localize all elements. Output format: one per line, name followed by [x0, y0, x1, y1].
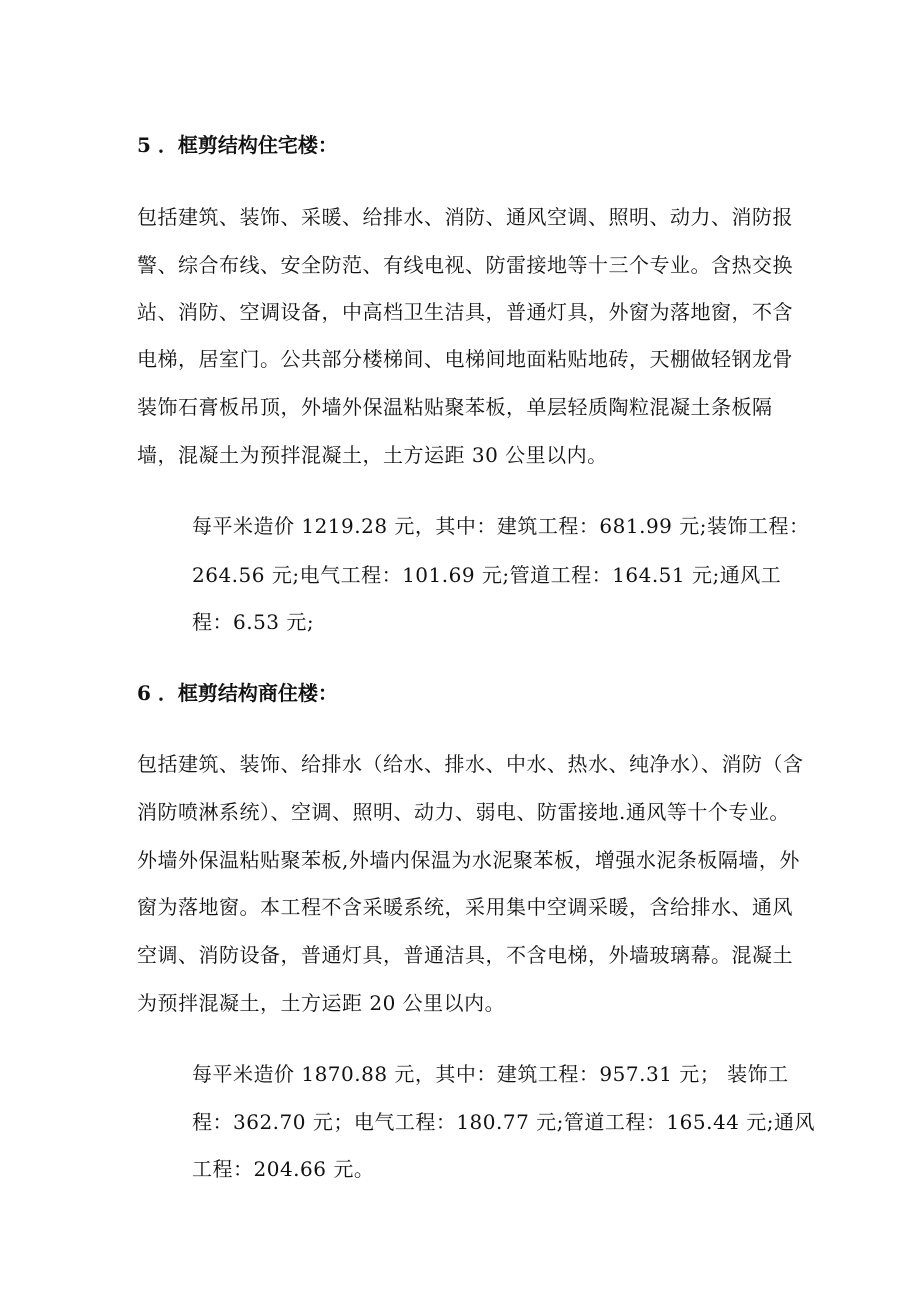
section-6-heading: 6 ．框剪结构商住楼：	[137, 681, 338, 705]
section-6-desc-line-4: 窗为落地窗。本工程不含采暖系统，采用集中空调采暖，含给排水、通风	[137, 895, 793, 919]
section-6-cost-line-3: 工程：204.66 元。	[192, 1157, 375, 1181]
section-5-cost-line-3: 程：6.53 元;	[192, 610, 315, 634]
section-5-desc-line-1: 包括建筑、装饰、采暖、给排水、消防、通风空调、照明、动力、消防报	[137, 205, 793, 229]
section-5-desc-line-2: 警、综合布线、安全防范、有线电视、防雷接地等十三个专业。含热交换	[137, 253, 793, 277]
section-5-desc-line-4: 电梯，居室门。公共部分楼梯间、电梯间地面粘贴地砖，天棚做轻钢龙骨	[137, 347, 793, 371]
section-6-desc-line-2: 消防喷淋系统）、空调、照明、动力、弱电、防雷接地.通风等十个专业。	[137, 800, 790, 824]
section-5-desc-line-5: 装饰石膏板吊顶，外墙外保温粘贴聚苯板，单层轻质陶粒混凝土条板隔	[137, 395, 773, 419]
section-5-desc-line-6: 墙，混凝土为预拌混凝土，土方运距 30 公里以内。	[137, 443, 608, 467]
section-5-cost-line-1: 每平米造价 1219.28 元，其中：建筑工程：681.99 元;装饰工程：	[192, 514, 810, 538]
section-6-desc-line-6: 为预拌混凝土，土方运距 20 公里以内。	[137, 991, 506, 1015]
section-5-cost-line-2: 264.56 元;电气工程：101.69 元;管道工程：164.51 元;通风工	[192, 563, 782, 587]
section-5-heading: 5 ．框剪结构住宅楼：	[137, 133, 338, 157]
section-6-desc-line-5: 空调、消防设备，普通灯具，普通洁具，不含电梯，外墙玻璃幕。混凝土	[137, 943, 793, 967]
section-6-desc-line-3: 外墙外保温粘贴聚苯板,外墙内保温为水泥聚苯板，增强水泥条板隔墙，外	[137, 848, 800, 872]
section-5-desc-line-3: 站、消防、空调设备，中高档卫生洁具，普通灯具，外窗为落地窗，不含	[137, 300, 793, 324]
section-6-desc-line-1: 包括建筑、装饰、给排水（给水、排水、中水、热水、纯净水）、消防（含	[137, 752, 804, 776]
section-6-cost-line-1: 每平米造价 1870.88 元，其中：建筑工程：957.31 元； 装饰工	[192, 1062, 789, 1086]
section-6-cost-line-2: 程：362.70 元；电气工程：180.77 元;管道工程：165.44 元;通风	[192, 1110, 815, 1134]
